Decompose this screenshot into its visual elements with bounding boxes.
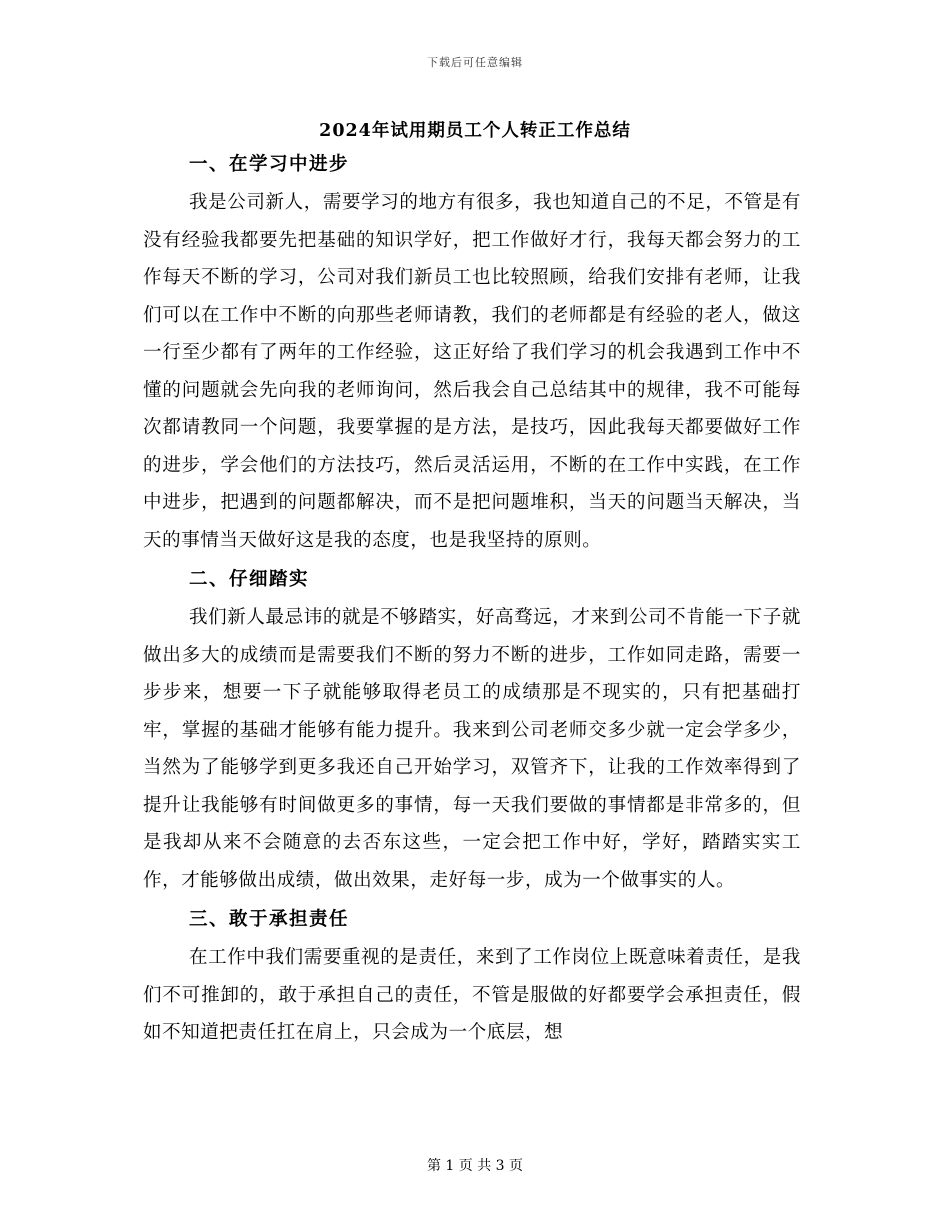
section-paragraph: 我是公司新人，需要学习的地方有很多，我也知道自己的不足，不管是有没有经验我都要先把基础的知识学好，把工作做好才行，我每天都会努力的工作每天不断的学习，公司对我们新员工也比较照顾，给我们安排有老师，让我们可以在工作中不断的向那些老师请教，我们的老师都是有经验的老人，做这一行至少都有了两年的工作经验，这正好给了我们学习的机会我遇到工作中不懂的问题就会先向我的老师询问，然后我会自己总结其中的规律，我不可能每次都请教同一个问题，我要掌握的是方法，是技巧，因此我每天都要做好工作的进步，学会他们的方法技巧，然后灵活运用，不断的在工作中实践，在工作中进步，把遇到的问题都解决，而不是把问题堆积，当天的问题当天解决，当天的事情当天做好这是我的态度，也是我坚持的原则。 bbox=[143, 192, 801, 551]
document-body bbox=[143, 148, 801, 1056]
section-heading: 三、敢于承担责任 bbox=[189, 909, 350, 930]
section-responsibility bbox=[143, 903, 801, 1052]
page-footer: 第 1 页 共 3 页 bbox=[426, 1158, 524, 1174]
page-header-note: 下载后可任意编辑 bbox=[427, 56, 523, 69]
document-title: 2024年试用期员工个人转正工作总结 bbox=[319, 121, 631, 141]
section-paragraph: 我们新人最忌讳的就是不够踏实，好高骛远，才来到公司不肯能一下子就做出多大的成绩而是需要我们不断的努力不断的进步，工作如同走路，需要一步步来，想要一下子就能够取得老员工的成绩那是不现实的，只有把基础打牢，掌握的基础才能够有能力提升。我来到公司老师交多少就一定会学多少，当然为了能够学到更多我还自己开始学习，双管齐下，让我的工作效率得到了提升让我能够有时间做更多的事情，每一天我们要做的事情都是非常多的，但是我却从来不会随意的去否东这些，一定会把工作中好，学好，踏踏实实工作，才能够做出成绩，做出效果，走好每一步，成为一个做事实的人。 bbox=[143, 607, 801, 891]
section-heading: 二、仔细踏实 bbox=[189, 569, 310, 590]
section-learning bbox=[143, 148, 801, 559]
section-heading: 一、在学习中进步 bbox=[189, 154, 350, 175]
section-diligence bbox=[143, 563, 801, 899]
section-paragraph: 在工作中我们需要重视的是责任，来到了工作岗位上既意味着责任，是我们不可推卸的，敢于承担自己的责任，不管是服做的好都要学会承担责任，假如不知道把责任扛在肩上，只会成为一个底层，想 bbox=[143, 947, 801, 1043]
